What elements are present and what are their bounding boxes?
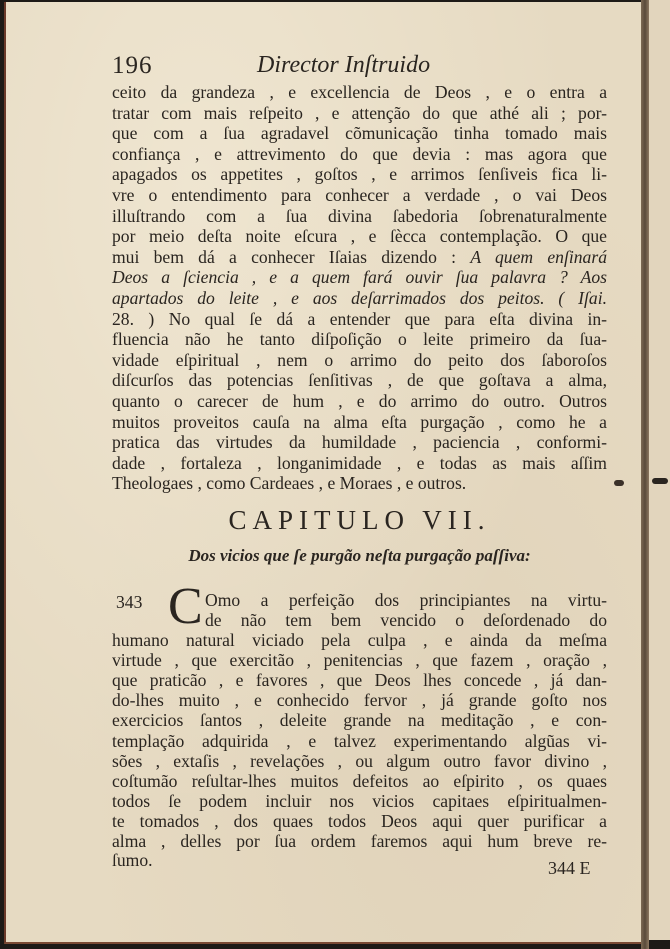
- ink-mark: [614, 480, 624, 486]
- text-line: tratar com mais reſpeito , e attenção do que athé ali ; por-: [112, 102, 607, 123]
- text-line: pratica das virtudes da humildade , paciencia , conformi-: [112, 432, 607, 453]
- text-line: ceito da grandeza , e excellencia de Deos , e o entra a: [112, 82, 607, 102]
- text-line: diſcurſos das potencias ſenſitivas , de que goſtava a alma,: [112, 370, 607, 391]
- italic-quote: Deos a ſciencia , e a quem fará ouvir ſua palavra ? Aos: [112, 267, 607, 288]
- text-line: do-lhes muito , e conhecido fervor , já grande goſto nos: [112, 690, 607, 711]
- text-line: illuſtrando com a ſua divina ſabedoria ſobrenaturalmente: [112, 205, 607, 226]
- text-line: Omo a perfeição dos principiantes na virtu-: [205, 590, 607, 610]
- italic-quote: A quem enſinará: [470, 246, 607, 267]
- chapter-title: CAPITULO VII.: [228, 505, 491, 535]
- text-line: [112, 288, 607, 308]
- chapter-subtitle: Dos vicios que ſe purgão neſta purgação paſſiva:: [188, 546, 531, 565]
- text-line: exercicios ſantos , deleite grande na meditação , e con-: [112, 710, 607, 731]
- text-line: [112, 247, 607, 267]
- text-line: apagados os appetites , goſtos , e arrimos ſenſiveis fica li-: [112, 164, 607, 185]
- page-number: 196: [112, 52, 153, 79]
- text-line: que praticão , e favores , que Deos lhes concede , já dan-: [112, 670, 607, 691]
- text-line: coſtumão reſultar-lhes muitos defeitos ao eſpirito , os quaes: [112, 770, 607, 791]
- text-line: Theologaes , como Cardeaes , e Moraes , e outros.: [112, 473, 467, 494]
- page-header: [112, 52, 612, 82]
- text-line: humano natural viciado pela culpa , e ainda da meſma: [112, 630, 607, 650]
- text-line: todos ſe podem incluir nos vicios capitaes eſpiritualmen-: [112, 790, 607, 811]
- text-line: vre o entendimento para conhecer a verdade , o vai Deos: [112, 185, 607, 205]
- text-line: por meio deſta noite eſcura , e ſècca contemplação. O que: [112, 226, 607, 247]
- text-line: te tomados , dos quaes todos Deos aqui quer purificar a: [112, 810, 607, 831]
- text-line: vidade eſpiritual , nem o arrimo do peito dos ſaboroſos: [112, 349, 607, 370]
- text-line: [112, 267, 607, 287]
- text-line: dade , fortaleza , longanimidade , e todas as mais aſſim: [112, 452, 607, 473]
- text-line: 28. ) No qual ſe dá a entender que para eſta divina in-: [112, 308, 607, 329]
- running-title: Director Inſtruido: [257, 52, 431, 78]
- ink-mark: [652, 478, 668, 484]
- text-line: muitos proveitos cauſa na alma eſta purgação , como he a: [112, 411, 607, 432]
- catchword: 344 E: [548, 858, 591, 878]
- text-line: virtude , que exercitão , penitencias , que fazem , oração ,: [112, 650, 607, 671]
- drop-cap: C: [168, 578, 203, 635]
- text-span: mui bem dá a conhecer Iſaias dizendo :: [112, 246, 471, 267]
- text-line: sões , extaſis , revelações , ou algum outro favor divino ,: [112, 750, 607, 771]
- text-line: quanto o carecer de hum , e do arrimo do outro. Outros: [112, 391, 607, 411]
- text-line: alma , delles por ſua ordem faremos aqui hum breve re-: [112, 831, 607, 851]
- text-line: que com a ſua agradavel cõmunicação tinha tomado mais: [112, 123, 607, 144]
- next-page-edge: [649, 0, 670, 940]
- paragraph-number: 343: [116, 592, 143, 612]
- text-line: fluencia não he tanto diſpoſição o leite primeiro da ſua-: [112, 329, 607, 350]
- text-line: templação adquirida , e talvez experimentando algũas vi-: [112, 730, 607, 751]
- text-line: confiança , e attrevimento do que devia : mas agora que: [112, 143, 607, 164]
- italic-quote: apartados do leite , e aos deſarrimados dos peitos. ( Iſai.: [112, 288, 607, 308]
- text-line-last: ſumo.: [112, 850, 153, 870]
- page-gutter: [641, 0, 649, 949]
- text-line: de não tem bem vencido o deſordenado do: [205, 610, 607, 630]
